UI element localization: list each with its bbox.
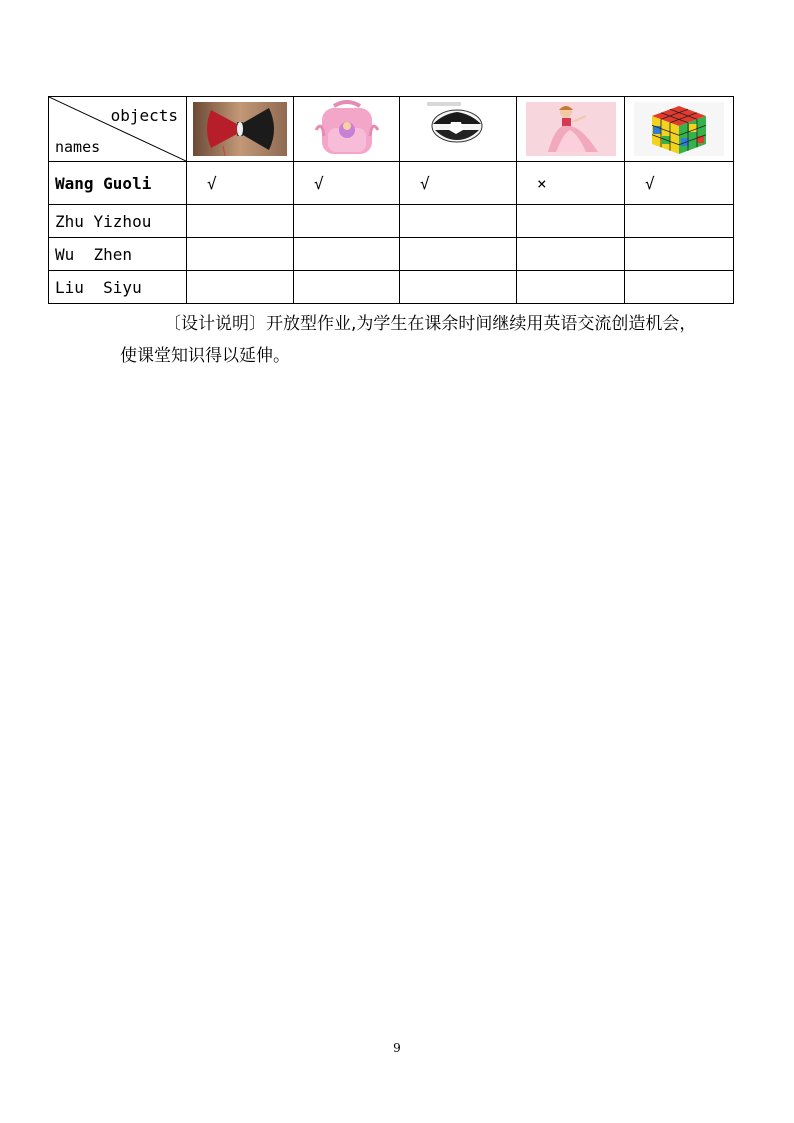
object-cell-4 xyxy=(517,97,625,162)
cross-mark: × xyxy=(517,162,625,205)
table-row xyxy=(49,238,734,271)
table-header-row xyxy=(49,97,734,162)
answer-cell xyxy=(517,271,625,304)
table-row xyxy=(49,162,734,205)
doll-photo xyxy=(526,102,616,156)
answer-cell xyxy=(294,205,400,238)
answer-cell xyxy=(187,238,294,271)
answer-cell xyxy=(400,205,517,238)
answer-cell xyxy=(294,271,400,304)
corner-header-cell xyxy=(49,97,187,162)
student-name: Wu Zhen xyxy=(49,238,187,271)
rubiks-cube-photo xyxy=(634,102,724,156)
student-name: Wang Guoli xyxy=(49,162,187,205)
student-name: Zhu Yizhou xyxy=(49,205,187,238)
answer-cell xyxy=(294,238,400,271)
page-number: 9 xyxy=(393,1041,401,1055)
table-row xyxy=(49,205,734,238)
answer-cell xyxy=(517,205,625,238)
object-cell-1 xyxy=(187,97,294,162)
object-cell-3 xyxy=(400,97,517,162)
hover-ball-photo xyxy=(423,100,493,158)
answer-cell xyxy=(625,271,734,304)
check-mark: √ xyxy=(625,162,734,205)
survey-table xyxy=(48,96,734,304)
objects-label: objects xyxy=(110,106,178,125)
backpack-photo xyxy=(312,100,382,158)
answer-cell xyxy=(517,238,625,271)
table-row xyxy=(49,271,734,304)
check-mark: √ xyxy=(294,162,400,205)
object-cell-2 xyxy=(294,97,400,162)
design-note-paragraph: 〔设计说明〕开放型作业,为学生在课余时间继续用英语交流创造机会，使课堂知识得以延伸。 xyxy=(120,314,697,366)
check-mark: √ xyxy=(187,162,294,205)
diabolo-photo xyxy=(193,102,287,156)
answer-cell xyxy=(625,238,734,271)
names-label: names xyxy=(55,138,101,156)
answer-cell xyxy=(187,271,294,304)
answer-cell xyxy=(400,271,517,304)
answer-cell xyxy=(400,238,517,271)
answer-cell xyxy=(187,205,294,238)
student-name: Liu Siyu xyxy=(49,271,187,304)
object-cell-5 xyxy=(625,97,734,162)
answer-cell xyxy=(625,205,734,238)
check-mark: √ xyxy=(400,162,517,205)
